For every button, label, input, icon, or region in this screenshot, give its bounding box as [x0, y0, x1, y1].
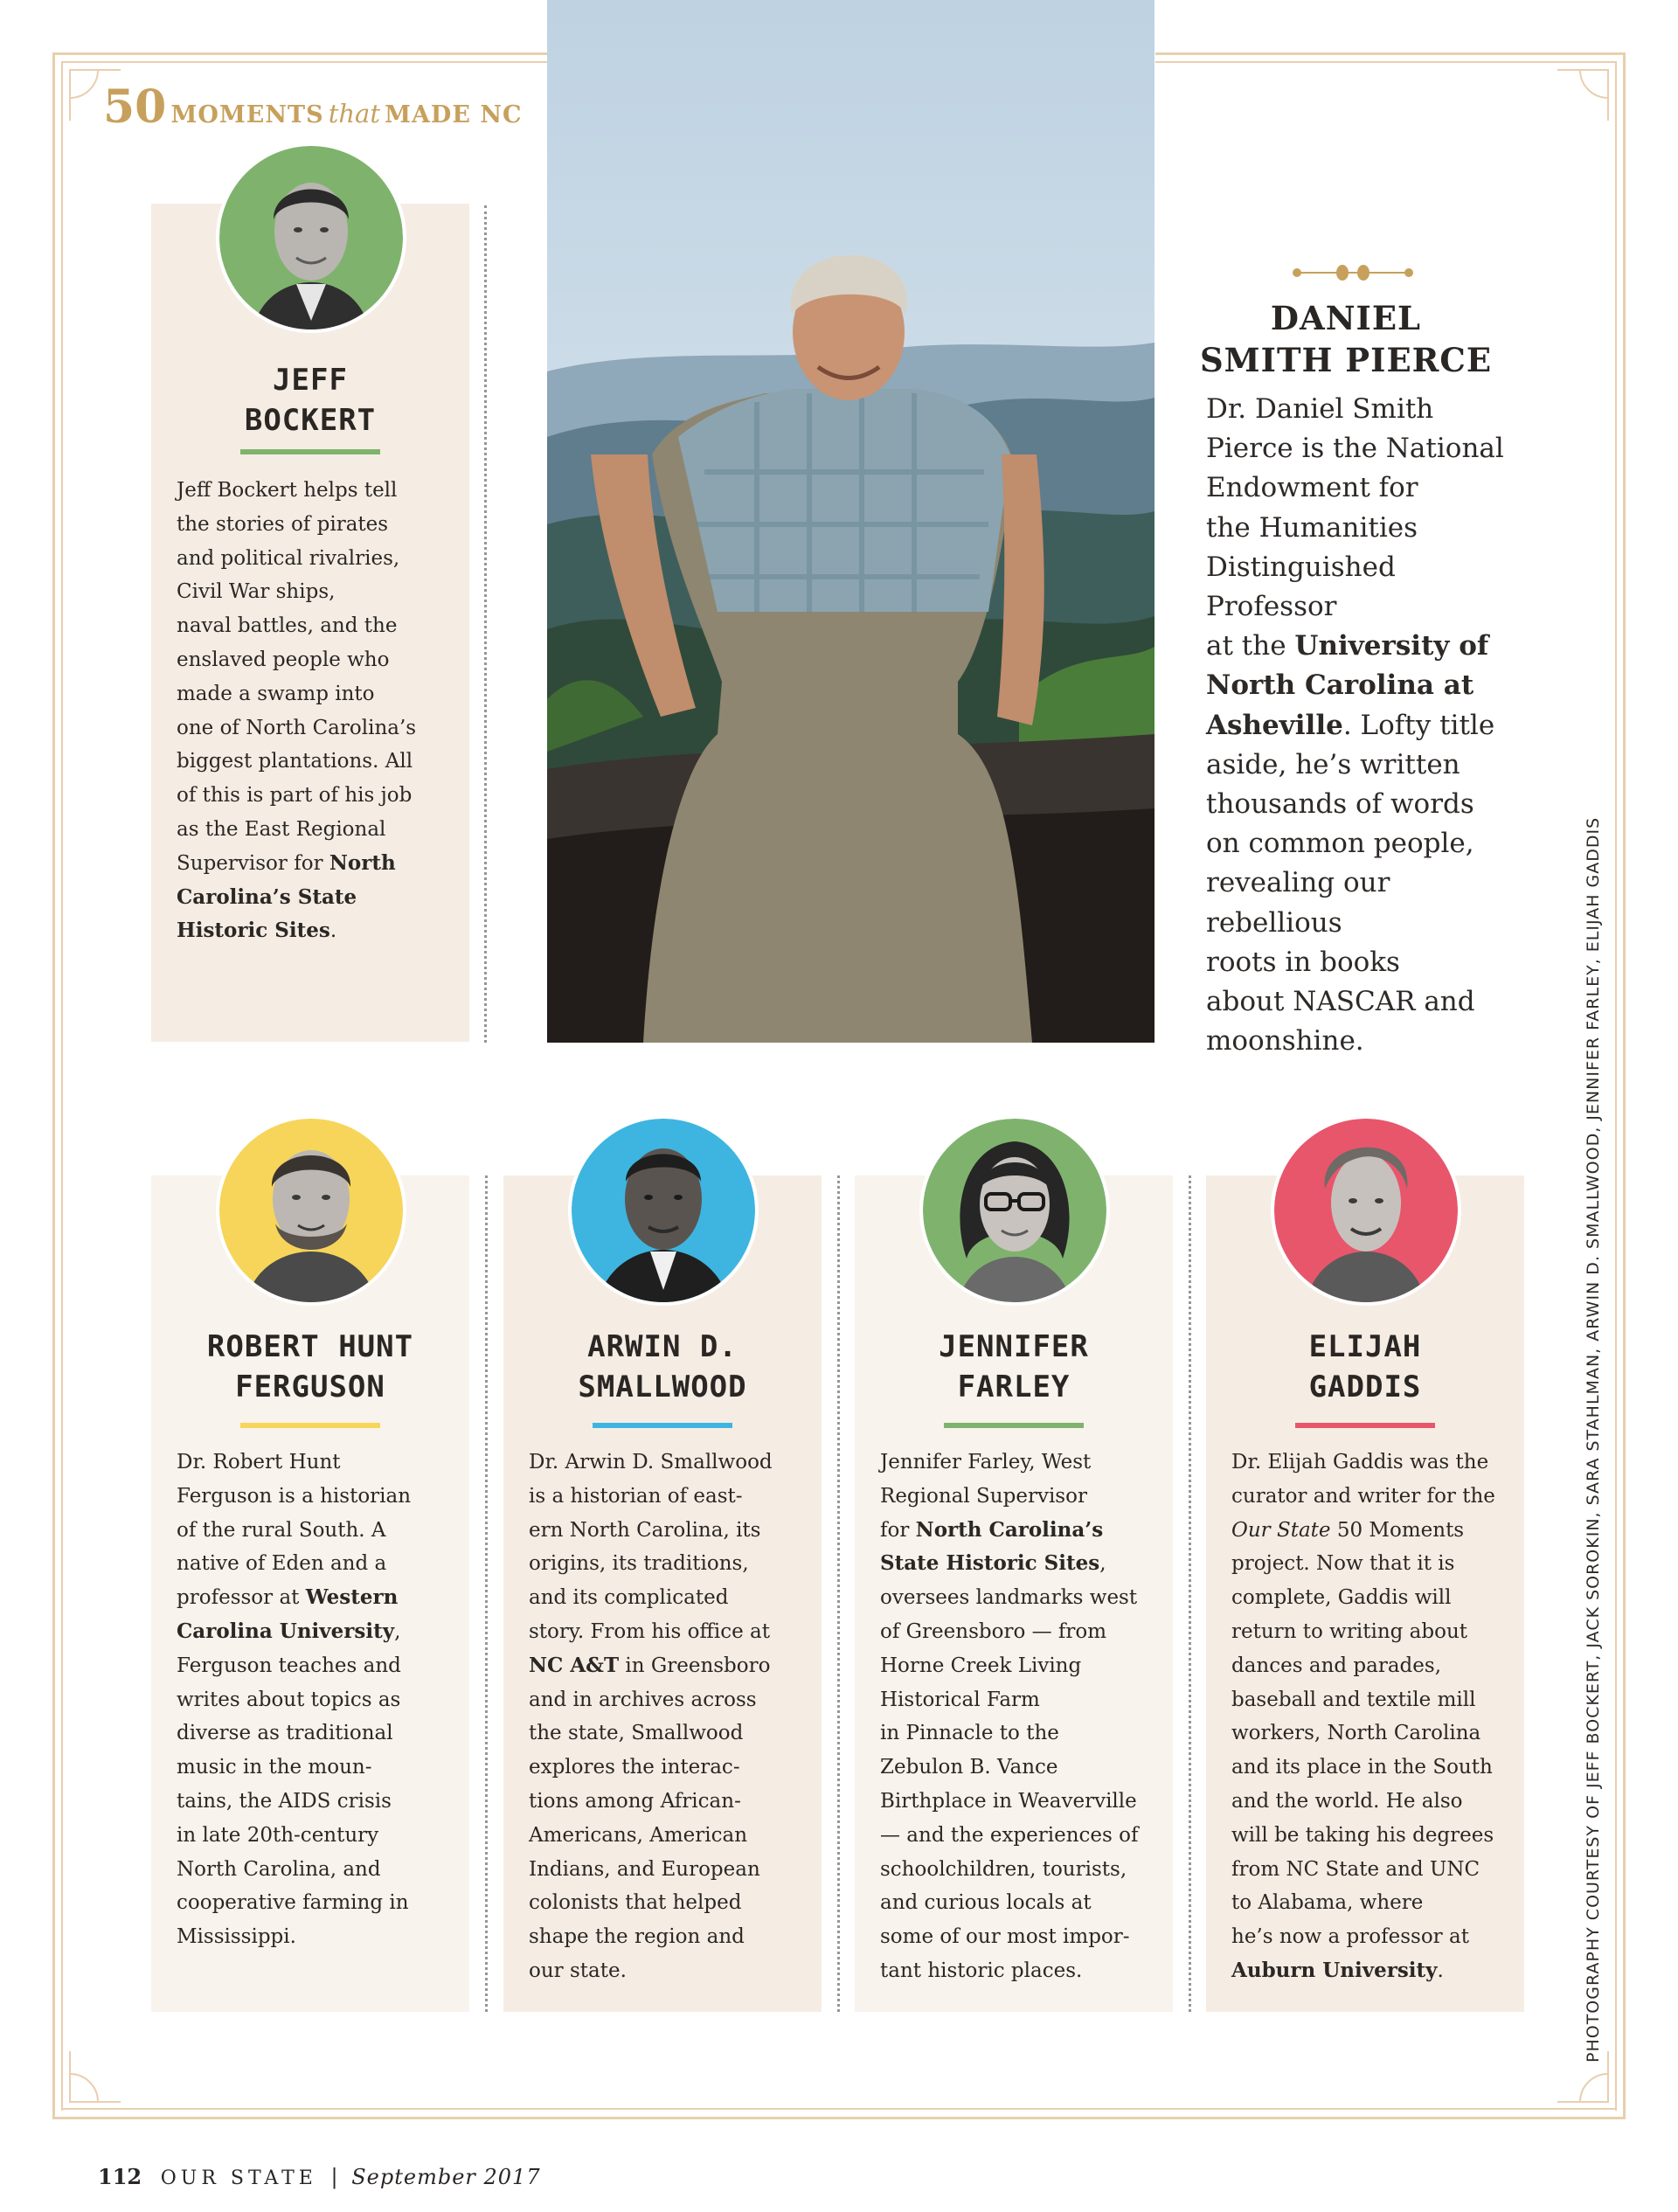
hero-photo-daniel-smith-pierce [547, 0, 1154, 1043]
column-divider [1189, 1175, 1191, 2012]
portrait-photo [919, 1115, 1110, 1306]
accent-rule [593, 1423, 732, 1428]
column-divider [484, 205, 487, 1043]
ornament-divider-icon [1292, 262, 1414, 283]
profile-card-robert-hunt-ferguson [151, 1112, 469, 2012]
profile-card-arwin-d-smallwood [503, 1112, 822, 2012]
corner-ornament-icon [1556, 52, 1626, 122]
page-number: 112 [98, 2164, 142, 2189]
feature-bio: Dr. Daniel Smith Pierce is the National Endowment for the Humanities Distinguished Professor at the University of North Carolina at Asheville. Lofty title aside, he’s written thousands of words on common people, revealing our rebellious roots in books about NASCAR and moonshine. [1206, 393, 1504, 1057]
portrait-photo [216, 1115, 406, 1306]
corner-ornament-icon [52, 2049, 122, 2119]
profile-name: ROBERT HUNT FERGUSON [206, 1329, 414, 1404]
series-kicker [98, 80, 535, 133]
kicker-word-moments: MOMENTS [170, 101, 324, 128]
portrait-photo [1271, 1115, 1461, 1306]
feature-name: DANIEL SMITH PIERCE [1199, 299, 1493, 379]
portrait-photo [216, 142, 406, 333]
profile-card-jennifer-farley [855, 1112, 1173, 2012]
footer-separator: | [330, 2165, 338, 2189]
kicker-number: 50 [103, 80, 167, 134]
profile-bio: Jennifer Farley, West Regional Supervisor for North Carolina’s State Historic Sites, oversees landmarks west of Greensboro — from Horne Creek Living Historical Farm in Pinnacle to the Zebulon B. Vance Birthplace in Weaverville — and the experiences of schoolchildren, tourists, and curious locals at some of our most impor- tant historic places. [880, 1451, 1139, 1982]
accent-rule [240, 449, 380, 454]
profile-card-jeff-bockert [151, 131, 469, 1042]
profile-bio: Jeff Bockert helps tell the stories of pirates and political rivalries, Civil War ships, naval battles, and the enslaved people who made a swamp into one of North Carolina’s biggest plantations. All of this is part of his job as the East Regional Supervisor for North Carolina’s State Historic Sites. [177, 479, 417, 943]
profile-name: ELIJAH GADDIS [1308, 1329, 1422, 1404]
column-divider [837, 1175, 840, 2012]
profile-bio: Dr. Arwin D. Smallwood is a historian of east- ern North Carolina, its origins, its traditions, and its complicated story. From his office at NC A&T in Greensboro and in archives across the state, Smallwood explores the interac- tions among African- Americans, American Indians, and European colonists that helped shape the region and our state. [529, 1451, 773, 1982]
accent-rule [1295, 1423, 1435, 1428]
profile-bio: Dr. Elijah Gaddis was the curator and writer for the Our State 50 Moments project. Now that it is complete, Gaddis will return to writing about dances and parades, baseball and textile mill workers, North Carolina and its place in the South and the world. He also will be taking his degrees from NC State and UNC to Alabama, where he’s now a professor at Auburn University. [1231, 1451, 1495, 1982]
photo-credit: PHOTOGRAPHY COURTESY OF JEFF BOCKERT, JACK SOROKIN, SARA STAHLMAN, ARWIN D. SMALLWOOD, JENNIFER FARLEY, ELIJAH GADDIS [1584, 816, 1603, 2063]
profile-name: JENNIFER FARLEY [939, 1329, 1089, 1404]
profile-bio: Dr. Robert Hunt Ferguson is a historian of the rural South. A native of Eden and a professor at Western Carolina University, Ferguson teaches and writes about topics as diverse as traditional music in the moun- tains, the AIDS crisis in late 20th-century North Carolina, and cooperative farming in Mississippi. [177, 1451, 412, 1949]
portrait-photo [568, 1115, 759, 1306]
issue-date: September 2017 [351, 2165, 541, 2189]
accent-rule [240, 1423, 380, 1428]
column-divider [485, 1175, 488, 2012]
magazine-name: OUR STATE [160, 2167, 317, 2189]
profile-name: JEFF BOCKERT [244, 363, 377, 438]
kicker-word-made-nc: MADE NC [385, 101, 523, 128]
page-footer [98, 2164, 541, 2189]
accent-rule [944, 1423, 1084, 1428]
profile-name: ARWIN D. SMALLWOOD [578, 1329, 747, 1404]
profile-card-elijah-gaddis [1206, 1112, 1524, 2012]
kicker-word-that: that [328, 99, 380, 128]
